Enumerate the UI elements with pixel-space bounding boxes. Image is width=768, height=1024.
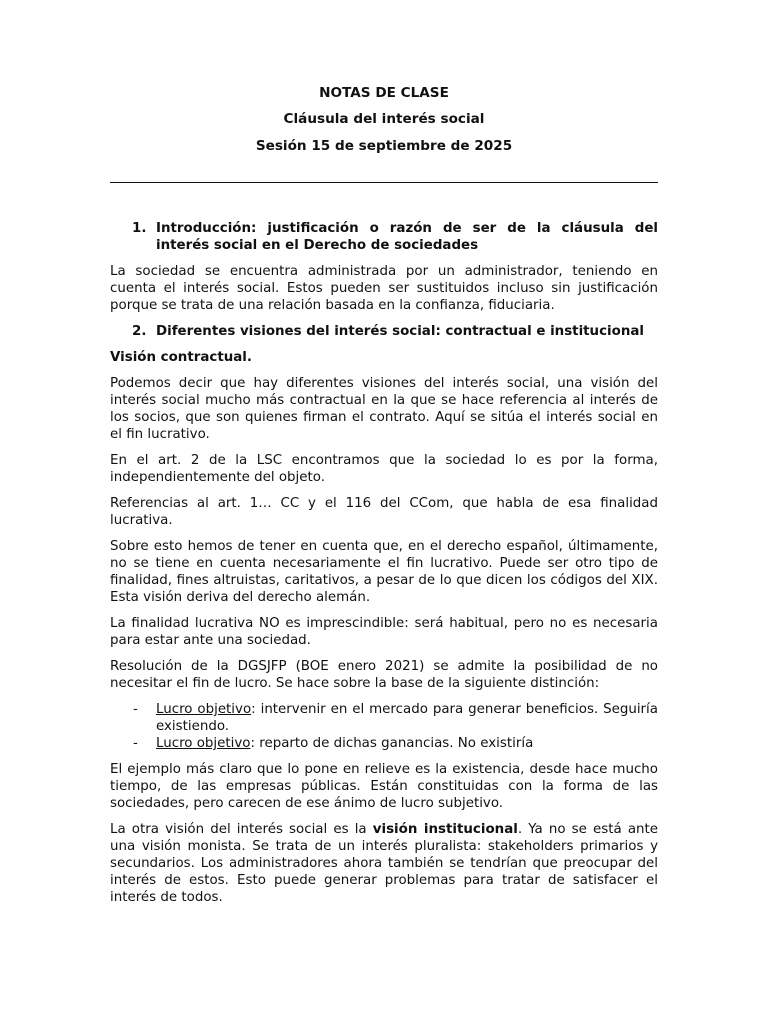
paragraph-4: Referencias al art. 1… CC y el 116 del CCom, que habla de esa finalidad lucrativa. (110, 496, 658, 528)
bold-term-institucional: visión institucional (372, 822, 518, 837)
section-number-2: 2. (132, 324, 147, 339)
list-dash: - (133, 736, 138, 751)
list-term: Lucro objetivo (156, 702, 252, 717)
paragraph-3: En el art. 2 de la LSC encontramos que la sociedad lo es por la forma, independientemente del objeto. (110, 453, 658, 485)
header-divider (110, 182, 658, 183)
paragraph-2: Podemos decir que hay diferentes visiones del interés social, una visión del interés social mucho más contractual en la que se hace referencia al interés de los socios, que son quienes firman el contrato. Aquí se sitúa el interés social en el fin lucrativo. (110, 376, 658, 442)
paragraph-6: La finalidad lucrativa NO es imprescindible: será habitual, pero no es necesaria para estar ante una sociedad. (110, 616, 658, 648)
paragraph-1: La sociedad se encuentra administrada por un administrador, teniendo en cuenta el interés social. Estos pueden ser sustituidos incluso sin justificación porque se trata de una relación basada en la confianza, fiduciaria. (110, 264, 658, 313)
section-heading-2 (110, 323, 658, 340)
paragraph-9: La otra visión del interés social es la visión institucional. Ya no se está ante una visión monista. Se trata de un interés pluralista: stakeholders primarios y secundarios. Los administradores ahora también se tendrían que preocupar del interés de estos. Esto puede generar problemas para tratar de satisfacer el interés de todos. (110, 822, 659, 905)
section-heading-1 (110, 220, 658, 254)
paragraph-7: Resolución de la DGSJFP (BOE enero 2021) se admite la posibilidad de no necesitar el fin de lucro. Se hace sobre la base de la siguiente distinción: (110, 659, 658, 691)
document-body (110, 220, 658, 915)
subheading-contractual: Visión contractual. (110, 350, 252, 365)
section-number-1: 1. (132, 221, 147, 236)
doc-subtitle: Cláusula del interés social (283, 111, 485, 127)
list-text: : intervenir en el mercado para generar beneficios. Seguiría existiendo. (156, 702, 658, 734)
distinction-list (110, 701, 658, 752)
paragraph-5: Sobre esto hemos de tener en cuenta que, en el derecho español, últimamente, no se tiene en cuenta necesariamente el fin lucrativo. Puede ser otro tipo de finalidad, fines altruistas, caritativos, a pesar de lo que dicen los códigos del XIX. Esta visión deriva del derecho alemán. (110, 539, 658, 605)
list-text: : reparto de dichas ganancias. No existiría (250, 736, 534, 751)
paragraph-8: El ejemplo más claro que lo pone en relieve es la existencia, desde hace mucho tiempo, de las empresas públicas. Están constituidas con la forma de las sociedades, pero carecen de ese ánimo de lucro subjetivo. (110, 762, 658, 811)
list-item (110, 735, 658, 752)
doc-title: NOTAS DE CLASE (319, 85, 449, 101)
list-dash: - (133, 702, 138, 717)
section-title-2: Diferentes visiones del interés social: contractual e institucional (156, 324, 644, 339)
section-title-1: Introducción: justificación o razón de ser de la cláusula del interés social en el Derecho de sociedades (156, 221, 658, 253)
list-term: Lucro objetivo (156, 736, 251, 751)
doc-session-date: Sesión 15 de septiembre de 2025 (255, 138, 513, 154)
list-item (110, 701, 658, 735)
